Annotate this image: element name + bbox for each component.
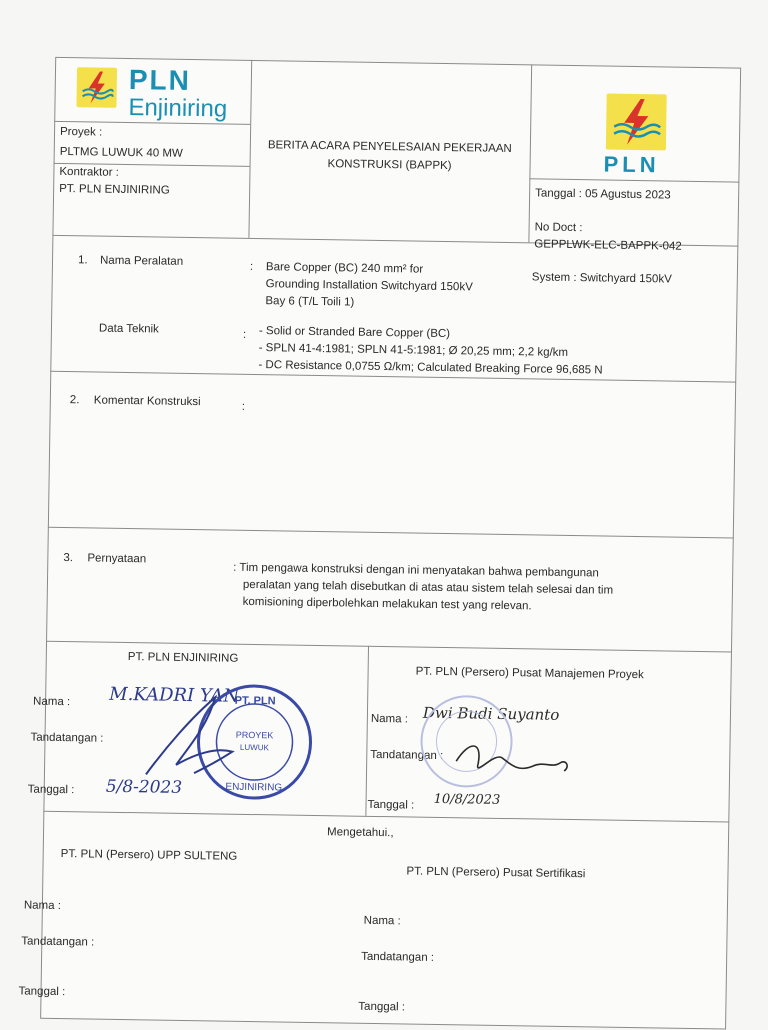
pln-enjiniring-logo xyxy=(76,67,117,108)
section2-label: Komentar Konstruksi xyxy=(93,394,201,409)
lightning-icon xyxy=(76,67,117,108)
form-frame xyxy=(40,57,741,1030)
statement-line: peralatan yang telah disebutkan di atas atau sistem telah selesai dan tim xyxy=(242,578,614,597)
nama-label: Nama : xyxy=(33,695,71,709)
data-teknik-colon: : xyxy=(242,328,247,341)
sign-org-bottom-right: PT. PLN (Persero) Pusat Sertifikasi xyxy=(406,865,586,881)
lightning-icon xyxy=(606,94,667,151)
tandatangan-label: Tandatangan : xyxy=(30,731,104,745)
sign-date-handwritten: 5/8-2023 xyxy=(105,776,183,798)
data-teknik-line: - DC Resistance 0,0755 Ω/km; Calculated Breaking Force 96,685 N xyxy=(258,359,603,377)
tanggal-label: Tanggal : xyxy=(358,1000,406,1014)
stamp-bottom-text: ENJINIRING xyxy=(225,781,283,794)
system-value: System : Switchyard 150kV xyxy=(531,271,672,286)
nama-label: Nama : xyxy=(23,899,62,913)
sign-org-bottom-left: PT. PLN (Persero) UPP SULTENG xyxy=(60,848,238,863)
equipment-name-line: Bare Copper (BC) 240 mm² for xyxy=(265,261,424,276)
sign-org-right: PT. PLN (Persero) Pusat Manajemen Proyek xyxy=(415,665,644,682)
no-doct-label: No Doct : xyxy=(534,221,583,235)
section2-number: 2. xyxy=(69,394,80,407)
logo-brand-text: PLN xyxy=(128,64,192,96)
sign-org-left: PT. PLN ENJINIRING xyxy=(127,651,239,665)
document-title-line2: KONSTRUKSI (BAPPK) xyxy=(327,158,452,173)
kontraktor-label: Kontraktor : xyxy=(59,165,119,179)
sign-date-handwritten: 10/8/2023 xyxy=(433,791,501,808)
handwritten-signature-left xyxy=(136,686,258,788)
data-teknik-line: - SPLN 41-4:1981; SPLN 41-5:1981; Ø 20,25 mm; 2,2 kg/km xyxy=(258,342,569,359)
data-teknik-label: Data Teknik xyxy=(98,322,159,336)
stamp-mid-text: PROYEK xyxy=(235,729,274,741)
section3-number: 3. xyxy=(63,552,74,565)
proyek-label: Proyek : xyxy=(59,125,103,139)
data-teknik-line: - Solid or Stranded Bare Copper (BC) xyxy=(258,325,451,341)
tanggal-label: Tanggal : xyxy=(18,985,66,999)
kontraktor-value: PT. PLN ENJINIRING xyxy=(59,182,170,197)
tanggal-label: Tanggal : xyxy=(367,798,415,812)
stamp-top-text: PT. PLN xyxy=(234,694,276,708)
section3-label: Pernyataan xyxy=(87,552,147,566)
statement-line: : Tim pengawa konstruksi dengan ini menyatakan bahwa pembangunan xyxy=(233,561,599,580)
section1-label: Nama Peralatan xyxy=(99,254,184,268)
nama-label: Nama : xyxy=(370,712,409,726)
section2-colon: : xyxy=(241,400,246,413)
pln-logo xyxy=(606,94,667,151)
tandatangan-label: Tandatangan : xyxy=(21,935,95,949)
tandatangan-label: Tandatangan : xyxy=(361,950,435,964)
logo-sub-text: Enjiniring xyxy=(128,93,228,123)
tanggal-header: Tanggal : 05 Agustus 2023 xyxy=(535,187,671,202)
proyek-value: PLTMG LUWUK 40 MW xyxy=(59,145,183,160)
mengetahui-label: Mengetahui., xyxy=(326,826,394,840)
equipment-name-line: Bay 6 (T/L Toili 1) xyxy=(265,295,355,309)
section1-number: 1. xyxy=(77,254,88,267)
handwritten-signature-right xyxy=(448,731,579,783)
tandatangan-label: Tandatangan : xyxy=(370,748,444,763)
signer-name-handwritten: Dwi Budi Suyanto xyxy=(422,703,560,724)
section1-colon: : xyxy=(249,260,254,273)
pln-logo-text: PLN xyxy=(603,151,660,178)
signer-name-handwritten: M.KADRI YAN xyxy=(109,683,240,707)
nama-label: Nama : xyxy=(363,914,401,928)
stamp-mid2-text: LUWUK xyxy=(239,742,269,753)
statement-line: komisioning diperbolehkan melakukan test yang relevan. xyxy=(242,595,532,613)
equipment-name-line: Grounding Installation Switchyard 150kV xyxy=(265,278,473,294)
document-title-line1: BERITA ACARA PENYELESAIAN PEKERJAAN xyxy=(267,139,512,156)
no-doct-value: GEPPLWK-ELC-BAPPK-042 xyxy=(534,238,682,253)
tanggal-label: Tanggal : xyxy=(27,783,75,797)
